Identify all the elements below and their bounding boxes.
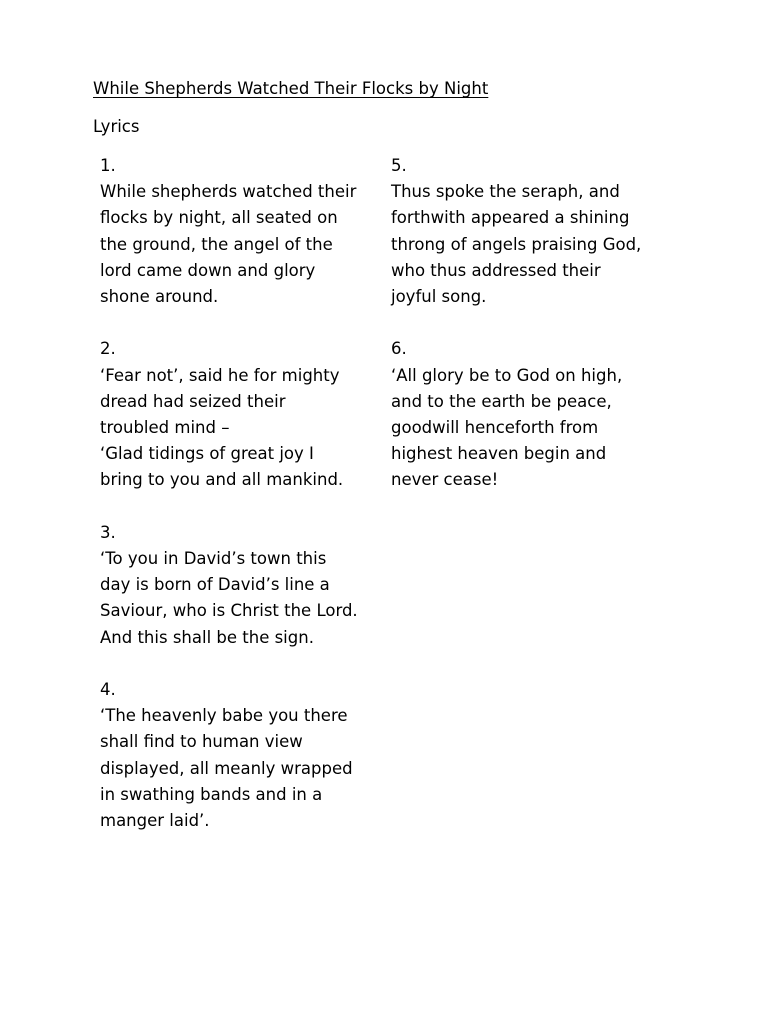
verse-line: and to the earth be peace, (391, 391, 612, 411)
verse-line: joyful song. (391, 287, 487, 307)
verse-3 (100, 520, 385, 651)
verse-number: 2. (100, 339, 116, 359)
verse-line: manger laid’. (100, 811, 210, 831)
verse-2 (100, 336, 385, 493)
verse-5 (391, 153, 676, 310)
verse-line: flocks by night, all seated on (100, 208, 338, 228)
verse-number: 4. (100, 680, 116, 700)
verse-number: 6. (391, 339, 407, 359)
verse-line: displayed, all meanly wrapped (100, 758, 353, 778)
verse-line: never cease! (391, 470, 499, 490)
verse-line: forthwith appeared a shining (391, 208, 630, 228)
verse-number: 3. (100, 522, 116, 542)
verse-line: ‘The heavenly babe you there (100, 706, 348, 726)
verse-4 (100, 677, 385, 834)
document-subtitle: Lyrics (93, 117, 140, 136)
verse-line: And this shall be the sign. (100, 627, 314, 647)
verse-line: troubled mind – (100, 418, 230, 438)
verse-1 (100, 153, 385, 310)
right-column (391, 153, 676, 520)
verse-line: ‘Fear not’, said he for mighty (100, 365, 340, 385)
verse-line: goodwill henceforth from (391, 418, 599, 438)
verse-line: shone around. (100, 287, 219, 307)
left-column (100, 153, 385, 860)
verse-line: Saviour, who is Christ the Lord. (100, 601, 358, 621)
verse-line: shall find to human view (100, 732, 303, 752)
verse-line: who thus addressed their (391, 260, 601, 280)
verse-line: lord came down and glory (100, 260, 316, 280)
verse-number: 1. (100, 156, 116, 175)
verse-line: highest heaven begin and (391, 444, 607, 464)
verse-line: the ground, the angel of the (100, 234, 333, 254)
verse-line: day is born of David’s line a (100, 575, 330, 595)
verse-line: ‘To you in David’s town this (100, 549, 327, 569)
verse-line: throng of angels praising God, (391, 234, 642, 254)
verse-line: bring to you and all mankind. (100, 470, 344, 490)
verse-line: dread had seized their (100, 391, 286, 411)
verse-6 (391, 336, 676, 493)
verse-line: in swathing bands and in a (100, 784, 323, 804)
verse-line: ‘All glory be to God on high, (391, 365, 623, 385)
document-title: While Shepherds Watched Their Flocks by Night (93, 79, 489, 98)
verse-number: 5. (391, 156, 407, 175)
verse-line: ‘Glad tidings of great joy I (100, 444, 314, 464)
verse-line: While shepherds watched their (100, 182, 357, 202)
verse-line: Thus spoke the seraph, and (391, 182, 620, 202)
